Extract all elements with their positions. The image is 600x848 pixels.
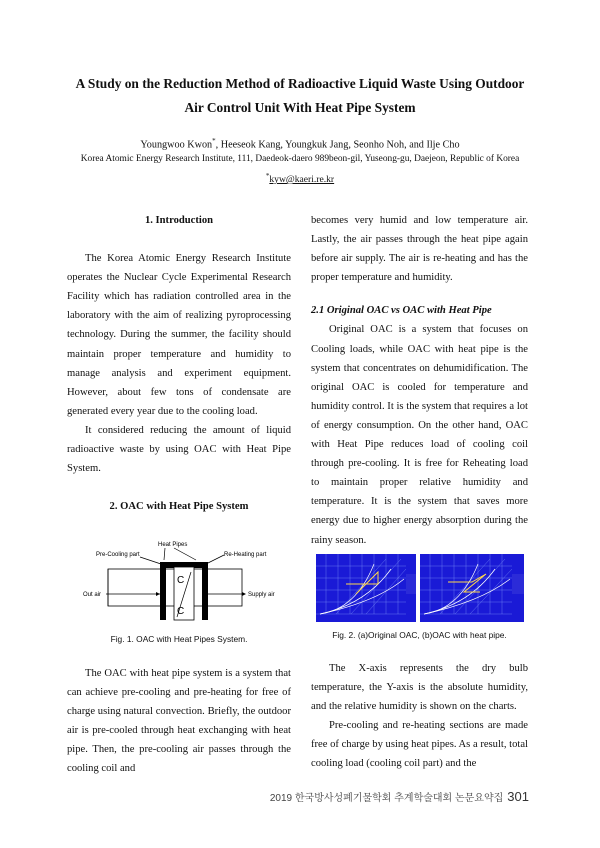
label-re-heating: Re-Heating part [224, 552, 267, 558]
figure-2-caption: Fig. 2. (a)Original OAC, (b)OAC with heat pipe. [332, 630, 507, 640]
paper-title [40, 72, 560, 120]
title-line-1: A Study on the Reduction Method of Radioactive Liquid Waste Using Outdoor [75, 76, 525, 91]
email-mark: * [265, 172, 270, 180]
right-column [311, 211, 528, 550]
figure-2a-chart [316, 554, 416, 622]
intro-heading: 1. Introduction [144, 215, 214, 226]
label-heat-pipes: Heat Pipes [158, 542, 188, 548]
figure-1-caption: Fig. 1. OAC with Heat Pipes System. [110, 634, 248, 644]
heat-pipe-result-paragraph: Pre-cooling and re-heating sections are made free of charge by using heat pipes. As a result, total cooling load (cooling coil part) and the [311, 720, 528, 770]
intro-paragraph-1: The Korea Atomic Energy Research Institute operates the Nuclear Cycle Experimental Research Facility which has radiation controlled area in the laboratory with the aim of realizing pyroprocessing technology. During the summer, the facility should maintain proper temperature and humidity to manage analysis and experiment equipment. However, about few tons of condensate are generated every year due to the cooling load. [67, 253, 291, 417]
email-link[interactable]: kyw@kaeri.re.kr [269, 174, 335, 186]
first-author: Youngwoo Kwon [140, 139, 213, 151]
intro-paragraph-2: It considered reducing the amount of liquid radioactive waste by using OAC with Heat Pipe System. [67, 424, 291, 475]
co-authors: , Heeseok Kang, Youngkuk Jang, Seonho Noh, and Ilje Cho [215, 139, 460, 151]
label-pre-cooling: Pre-Cooling part [96, 552, 140, 558]
chart-description-paragraph: The X-axis represents the dry bulb temperature, the Y-axis is the absolute humidity, and the relative humidity is shown on the charts. [311, 663, 528, 713]
corresponding-mark: * [212, 137, 216, 145]
figure-2b-chart [420, 554, 524, 622]
coil-label-top: C [177, 575, 185, 586]
oac-heading: 2. OAC with Heat Pipe System [109, 501, 249, 512]
oac-heading-block [67, 497, 291, 516]
label-supply-air: Supply air [248, 592, 275, 598]
footer-text: 2019 한국방사성폐기물학회 추계학술대회 논문요약집 [269, 793, 504, 804]
page-number: 301 [507, 789, 529, 804]
oac-body [67, 664, 291, 779]
right-column-lower [311, 659, 528, 774]
subsection-heading: 2.1 Original OAC vs OAC with Heat Pipe [311, 305, 492, 317]
email-line [0, 172, 600, 185]
coil-label-bottom: C [177, 606, 185, 617]
figure-1-diagram [80, 536, 292, 630]
label-out-air: Out air [83, 592, 102, 598]
continued-paragraph: becomes very humid and low temperature air. Lastly, the air passes through the heat pipe again before air supply. The air is re-heating and has the proper temperature and humidity. [311, 215, 528, 284]
title-line-2: Air Control Unit With Heat Pipe System [184, 100, 416, 115]
left-column [67, 211, 291, 478]
oac-paragraph-1: The OAC with heat pipe system is a system that can achieve pre-cooling and pre-heating for free of charge using natural convection. Briefly, the outdoor air is pre-cooled through heat exchanging with heat pipe. Then, the pre-cooling air passes through the cooling coil and [67, 668, 291, 775]
page-footer [270, 789, 529, 804]
affiliation: Korea Atomic Energy Research Institute, 111, Daedeok-daero 989beon-gil, Yuseong-gu, Daejeon, Republic of Korea [80, 154, 520, 164]
authors [0, 137, 600, 150]
subsection-paragraph: Original OAC is a system that focuses on Cooling loads, while OAC with heat pipe is the system that concentrates on dehumidification. The original OAC is cooled for temperature and humidity control. It is the system that requires a lot of energy consumption. On the other hand, OAC with Heat Pipe reduces load of cooling coil through pre-cooling. It is free for Reheating load to maintain proper relative humidity and temperature. It is the system that saves more energy due to higher energy absorption during the rainy season. [311, 324, 528, 546]
